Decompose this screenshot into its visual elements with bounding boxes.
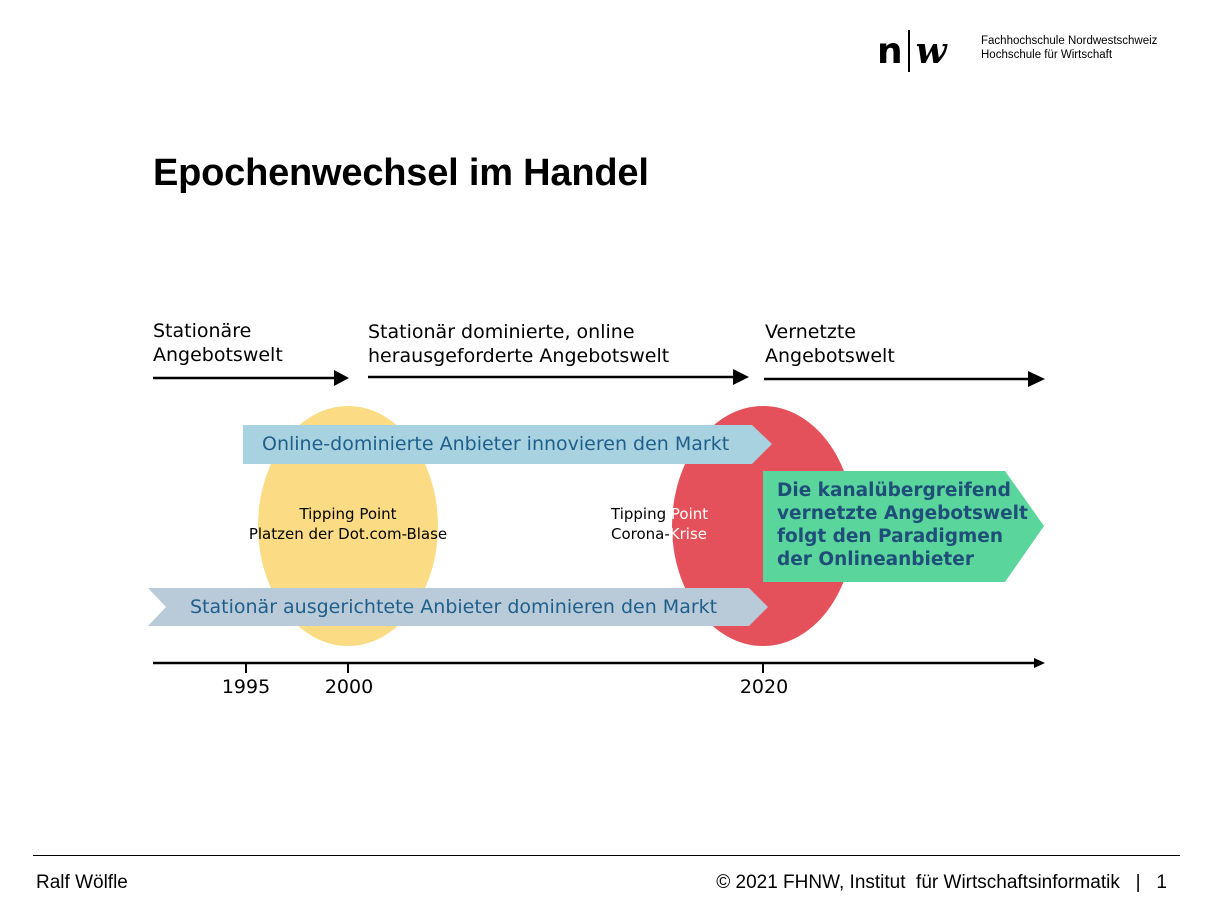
stationary-banner-label: Stationär ausgerichtete Anbieter dominieren den Markt (190, 596, 718, 618)
epoch-2-line-2: herausgeforderte Angebotswelt (368, 345, 670, 367)
result-line-3: folgt den Paradigmen (777, 526, 1004, 547)
epoch-arrowhead-3 (1028, 371, 1045, 387)
tipping-point-2020-word-2: Point (670, 505, 709, 523)
epoch-1-line-2: Angebotswelt (153, 344, 283, 366)
year-label-2000: 2000 (324, 676, 374, 698)
tipping-point-2020-word-1: Tipping (611, 505, 671, 523)
footer-divider (33, 855, 1180, 856)
year-label-1995: 1995 (221, 676, 271, 698)
fhnw-logo-mark: n w (877, 30, 947, 72)
logo-line-2: Hochschule für Wirtschaft (981, 49, 1113, 61)
footer-copyright: © 2021 FHNW, Institut für Wirtschaftsinformatik | 1 (716, 872, 1167, 893)
epoch-label-networked (765, 320, 895, 368)
epoch-2-line-1: Stationär dominierte, online (368, 321, 635, 343)
logo-line-1: Fachhochschule Nordwestschweiz (981, 35, 1158, 47)
result-line-1: Die kanalübergreifend (777, 480, 1011, 501)
result-box-label (777, 479, 1028, 571)
epoch-3-line-2: Angebotswelt (765, 345, 895, 367)
tipping-point-2000-line-1: Tipping Point (299, 505, 397, 523)
result-line-2: vernetzte Angebotswelt (777, 503, 1028, 524)
footer-author: Ralf Wölfle (36, 872, 128, 893)
result-line-4: der Onlineanbieter (777, 549, 974, 570)
epoch-label-stationary (153, 319, 283, 367)
tipping-point-2000-label (228, 504, 468, 544)
epoch-arrowhead-2 (733, 369, 749, 385)
timeline-arrowhead (1034, 658, 1045, 668)
epoch-arrowhead-1 (334, 370, 349, 386)
epoch-1-line-1: Stationäre (153, 320, 252, 342)
tipping-point-2020-word-4: Krise (669, 525, 707, 543)
tipping-point-2000-line-2: Platzen der Dot.com-Blase (248, 525, 448, 543)
year-label-2020: 2020 (739, 676, 789, 698)
epoch-3-line-1: Vernetzte (765, 321, 856, 343)
online-banner-label: Online-dominierte Anbieter innovieren den Markt (262, 433, 730, 455)
page-title: Epochenwechsel im Handel (153, 152, 649, 194)
tipping-point-2020-word-3: Corona- (611, 525, 670, 543)
epoch-label-challenged (368, 320, 669, 368)
tipping-point-2020-label (611, 504, 708, 544)
